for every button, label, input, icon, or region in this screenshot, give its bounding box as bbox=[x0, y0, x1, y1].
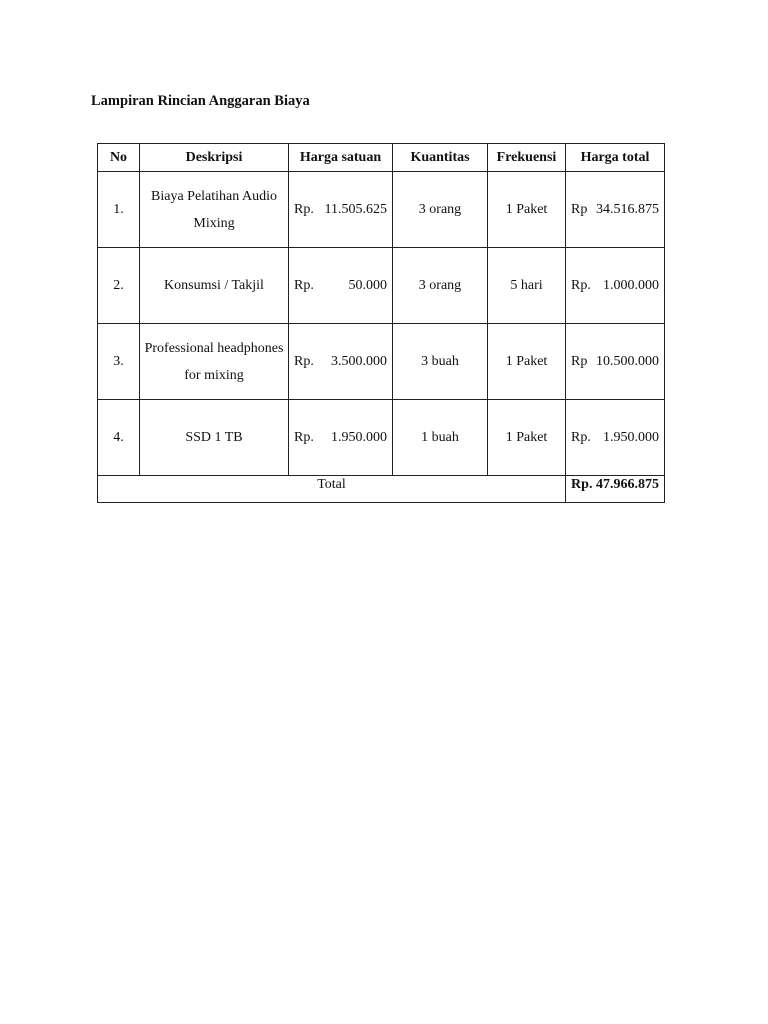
row-total-price bbox=[566, 324, 665, 400]
total-price-amount: 10.500.000 bbox=[596, 354, 659, 369]
budget-table bbox=[97, 143, 665, 503]
row-unit-price bbox=[289, 248, 393, 324]
total-price-prefix: Rp bbox=[571, 202, 588, 217]
row-total-price bbox=[566, 172, 665, 248]
header-description: Deskripsi bbox=[140, 144, 289, 172]
row-number: 3. bbox=[98, 324, 140, 400]
header-no: No bbox=[98, 144, 140, 172]
row-number: 4. bbox=[98, 400, 140, 476]
row-description: Professional headphones for mixing bbox=[140, 324, 289, 400]
header-total-price: Harga total bbox=[566, 144, 665, 172]
table-row bbox=[98, 400, 665, 476]
row-frequency: 1 Paket bbox=[488, 172, 566, 248]
total-label: Total bbox=[98, 476, 566, 503]
unit-price-prefix: Rp. bbox=[294, 278, 314, 293]
row-quantity: 1 buah bbox=[393, 400, 488, 476]
total-price-prefix: Rp. bbox=[571, 430, 591, 445]
table-row bbox=[98, 248, 665, 324]
unit-price-prefix: Rp. bbox=[294, 354, 314, 369]
row-frequency: 1 Paket bbox=[488, 324, 566, 400]
unit-price-amount: 50.000 bbox=[348, 278, 387, 293]
unit-price-prefix: Rp. bbox=[294, 202, 314, 217]
header-quantity: Kuantitas bbox=[393, 144, 488, 172]
total-price-amount: 1.950.000 bbox=[603, 430, 659, 445]
unit-price-amount: 3.500.000 bbox=[331, 354, 387, 369]
unit-price-prefix: Rp. bbox=[294, 430, 314, 445]
total-price-prefix: Rp bbox=[571, 354, 588, 369]
row-quantity: 3 buah bbox=[393, 324, 488, 400]
total-price-prefix: Rp. bbox=[571, 278, 591, 293]
row-frequency: 1 Paket bbox=[488, 400, 566, 476]
row-number: 1. bbox=[98, 172, 140, 248]
header-unit-price: Harga satuan bbox=[289, 144, 393, 172]
unit-price-amount: 11.505.625 bbox=[324, 202, 387, 217]
grand-total: Rp. 47.966.875 bbox=[566, 476, 665, 503]
row-unit-price bbox=[289, 400, 393, 476]
table-row bbox=[98, 172, 665, 248]
document-title: Lampiran Rincian Anggaran Biaya bbox=[91, 93, 310, 109]
row-frequency: 5 hari bbox=[488, 248, 566, 324]
total-row bbox=[98, 476, 665, 503]
total-price-amount: 1.000.000 bbox=[603, 278, 659, 293]
total-price-amount: 34.516.875 bbox=[596, 202, 659, 217]
table-row bbox=[98, 324, 665, 400]
row-number: 2. bbox=[98, 248, 140, 324]
row-unit-price bbox=[289, 324, 393, 400]
row-description: Konsumsi / Takjil bbox=[140, 248, 289, 324]
table-header-row bbox=[98, 144, 665, 172]
row-unit-price bbox=[289, 172, 393, 248]
row-total-price bbox=[566, 400, 665, 476]
row-quantity: 3 orang bbox=[393, 248, 488, 324]
unit-price-amount: 1.950.000 bbox=[331, 430, 387, 445]
row-description: Biaya Pelatihan Audio Mixing bbox=[140, 172, 289, 248]
header-frequency: Frekuensi bbox=[488, 144, 566, 172]
row-description: SSD 1 TB bbox=[140, 400, 289, 476]
row-quantity: 3 orang bbox=[393, 172, 488, 248]
row-total-price bbox=[566, 248, 665, 324]
